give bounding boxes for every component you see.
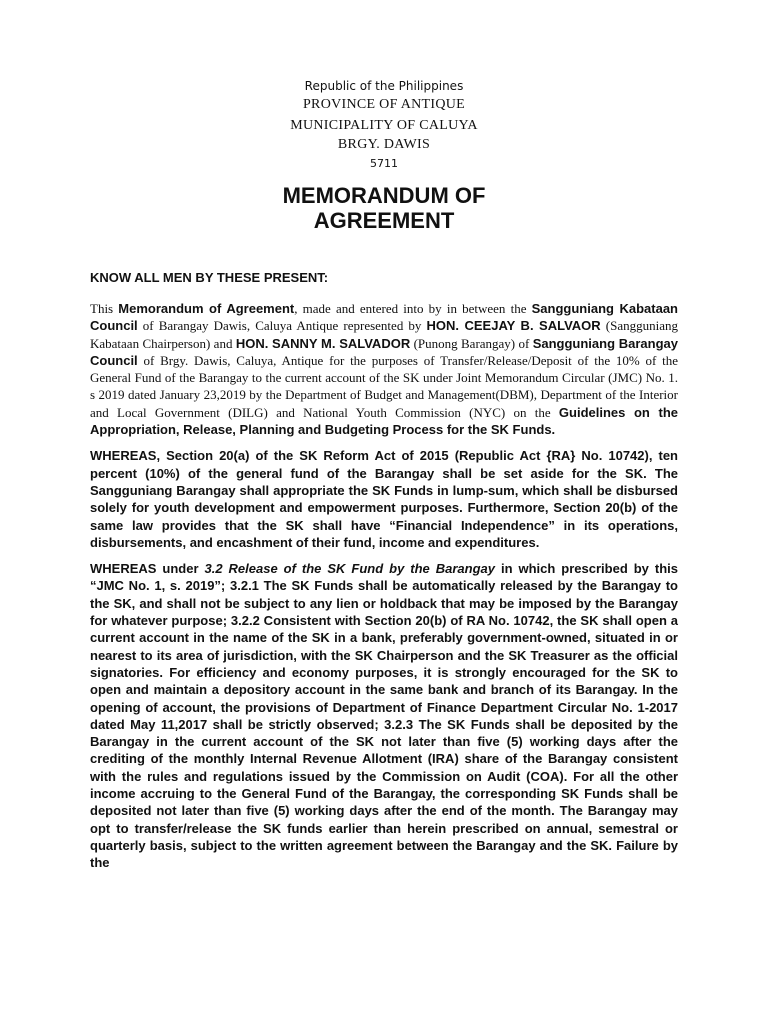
title-line-2: AGREEMENT [313,208,455,233]
text-span: of Barangay Dawis, Caluya Antique represented by [137,318,427,334]
document-body [90,270,678,881]
text-span: in which prescribed by this “JMC No. 1, s. 2019”; 3.2.1 The SK Funds shall be automatically released by the Barangay to the SK, and shall not be subject to any lien or holdback that may be imposed by the Barangay for whatever purpose; 3.2.2 Consistent with Section 20(b) of RA No. 10742, the SK shall open a current account in the name of the SK in a bank, preferably government-owned, situated in or nearest to its area of jurisdiction, with the SK Chairperson and the SK Treasurer as the official signatories. For efficiency and economy purposes, it is strongly encouraged for the SK to open and maintain a depository account in the same bank and branch of its Barangay. In the opening of account, the provisions of Department of Finance Department Circular No. 1-2017 dated May 11,2017 shall be strictly observed; 3.2.3 The SK Funds shall be deposited by the Barangay in the current account of the SK not later than five (5) working days after the crediting of the monthly Internal Revenue Allotment (IRA) share of the Barangay consistent with the rules and regulations issued by the Commission on Audit (COA). For all the other income accruing to the General Fund of the Barangay, the corresponding SK Funds shall be deposited not later than five (5) working days after the end of the month. The Barangay may opt to transfer/release the SK funds earlier than herein prescribed on annual, semestral or quarterly basis, subject to the written agreement between the Barangay and the SK. Failure by the [90,561,678,871]
header-country: Republic of the Philippines [304,79,464,93]
text-span: (Sangguniang Kabataan Chairperson) and [90,318,678,351]
bold-span: Sangguniang Barangay Council [90,335,678,368]
bold-span: HON. SANNY M. SALVADOR [235,335,411,351]
italic-span: 3.2 Release of the SK Fund by the Barangay [204,561,495,577]
header-province: PROVINCE OF ANTIQUE [302,97,466,112]
paragraph-whereas-2 [90,560,678,871]
title-line-1: MEMORANDUM OF [282,183,486,208]
bold-span: HON. CEEJAY B. SALVAOR [426,318,601,334]
header-barangay: BRGY. DAWIS [337,137,431,152]
lead-line: KNOW ALL MEN BY THESE PRESENT: [90,270,329,285]
text-span: , made and entered into by in between the [294,301,532,316]
document-title [0,183,768,233]
header-municipality: MUNICIPALITY OF CALUYA [290,118,478,133]
text-span: This [90,301,119,316]
bold-span: Guidelines on the Appropriation, Release, Planning and Budgeting Process for the SK Funds. [90,404,678,438]
text-span: of Brgy. Dawis, Caluya, Antique for the purposes of Transfer/Release/Deposit of the 10% of the General Fund of the Barangay to the current account of the SK under Joint Memorandum Circular (JMC) No. 1. s 2019 dated January 23,2019 by the Department of Budget and Management(DBM), Department of the Interior and Local Government (DILG) and National Youth Commission (NYC) on the [90,352,678,420]
bold-span: Memorandum of Agreement [118,301,295,316]
header-zip-code: 5711 [370,157,398,170]
text-span: WHEREAS under [90,561,205,577]
bold-span: Sangguniang Kabataan Council [90,301,678,334]
paragraph-whereas-1: WHEREAS, Section 20(a) of the SK Reform Act of 2015 (Republic Act {RA} No. 10742), ten percent (10%) of the general fund of the Barangay shall be set aside for the SK. The Sangguniang Barangay shall appropriate the SK Funds in lump-sum, which shall be disbursed solely for youth development and empowerment purposes. Furthermore, Section 20(b) of the same law provides that the SK shall have “Financial Independence” in its operations, disbursements, and encashment of their fund, income and expenditures. [90,448,678,550]
paragraph-intro [90,300,678,438]
text-span: (Punong Barangay) of [410,335,533,351]
